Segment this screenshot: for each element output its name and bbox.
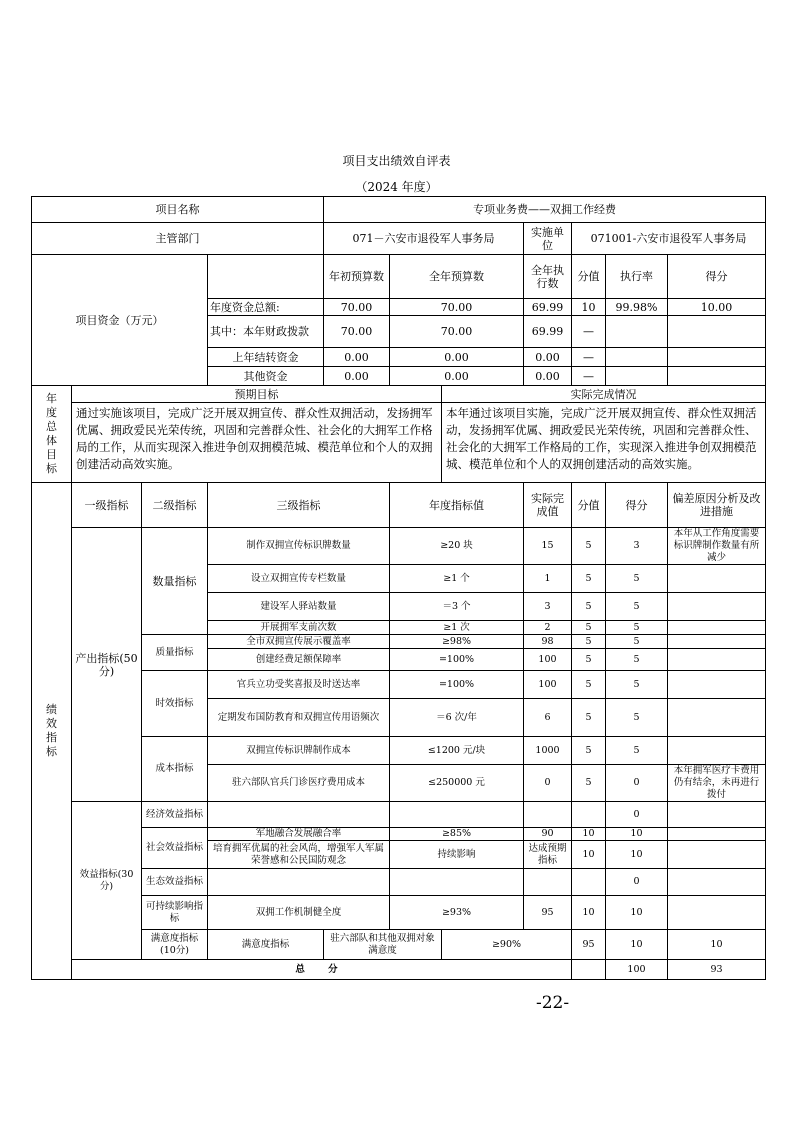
dept-value: 071－六安市退役军人事务局 [324, 223, 524, 255]
funds-col-annual: 全年预算数 [390, 255, 524, 299]
indicator-actual: 0 [524, 765, 572, 802]
indicator-target: 持续影响 [390, 841, 524, 869]
indicator-weight [572, 869, 606, 896]
funds-initial: 70.00 [324, 316, 390, 348]
indicator-actual [524, 802, 572, 828]
indicator-weight: 5 [572, 699, 606, 737]
indicator-note: 本年拥军医疗卡费用仍有结余，未再进行拨付 [668, 765, 766, 802]
col-target: 年度指标值 [390, 483, 524, 528]
indicator-weight: 5 [572, 737, 606, 765]
benefit-label: 效益指标(30分) [72, 802, 142, 960]
indicator-score: 5 [606, 593, 668, 621]
group-satisfaction: 满意度指标 [208, 930, 324, 960]
indicator-weight: 5 [572, 565, 606, 593]
funds-col-executed: 全年执行数 [524, 255, 572, 299]
funds-row-name: 年度资金总额: [208, 299, 324, 316]
indicator-name: 设立双拥宣传专栏数量 [208, 565, 390, 593]
group-cost: 成本指标 [142, 737, 208, 802]
indicator-score: 5 [606, 671, 668, 699]
funds-executed: 69.99 [524, 316, 572, 348]
funds-rate [606, 348, 668, 367]
col-note: 偏差原因分析及改进措施 [668, 483, 766, 528]
indicator-target: =100% [390, 649, 524, 671]
funds-rate [606, 367, 668, 386]
indicator-actual: 90 [524, 828, 572, 841]
indicator-weight [572, 802, 606, 828]
indicator-name: 双拥宣传标识牌制作成本 [208, 737, 390, 765]
indicator-actual: 100 [524, 649, 572, 671]
indicator-name: 驻六部队官兵门诊医疗费用成本 [208, 765, 390, 802]
funds-initial: 0.00 [324, 348, 390, 367]
indicator-target: ＝3 个 [390, 593, 524, 621]
indicator-note [668, 649, 766, 671]
impl-label: 实施单位 [524, 223, 572, 255]
funds-score [668, 367, 766, 386]
funds-col-initial: 年初预算数 [324, 255, 390, 299]
group-ecological: 生态效益指标 [142, 869, 208, 896]
indicator-actual: 3 [524, 593, 572, 621]
project-name-label: 项目名称 [32, 197, 324, 223]
indicator-score: 10 [606, 828, 668, 841]
col-score: 得分 [606, 483, 668, 528]
indicator-weight: 5 [572, 621, 606, 635]
group-timeliness: 时效指标 [142, 671, 208, 737]
indicator-score: 0 [606, 869, 668, 896]
indicator-name: 建设军人驿站数量 [208, 593, 390, 621]
indicator-name: 驻六部队和其他双拥对象满意度 [324, 930, 442, 960]
indicator-score: 5 [606, 565, 668, 593]
page-title: 项目支出绩效自评表 [342, 154, 451, 168]
satisfaction-label: 满意度指标(10分) [142, 930, 208, 960]
indicator-actual: 6 [524, 699, 572, 737]
dept-label: 主管部门 [32, 223, 324, 255]
indicator-note [668, 841, 766, 869]
indicator-actual: 95 [524, 896, 572, 930]
indicator-actual [524, 869, 572, 896]
performance-table [31, 196, 766, 980]
funds-weight: 10 [572, 299, 606, 316]
funds-weight: — [572, 348, 606, 367]
output-label: 产出指标(50分) [72, 528, 142, 802]
indicator-actual: 95 [572, 930, 606, 960]
total-label: 总 分 [72, 960, 572, 980]
goals-label: 年度总体目标 [32, 386, 72, 483]
indicator-note [668, 621, 766, 635]
indicator-target: ≤1200 元/块 [390, 737, 524, 765]
indicator-note: 本年从工作角度需要标识牌制作数量有所减少 [668, 528, 766, 565]
funds-rate [606, 316, 668, 348]
funds-annual: 0.00 [390, 367, 524, 386]
total-score: 93 [668, 960, 766, 980]
indicator-target: ≥85% [390, 828, 524, 841]
indicator-note [668, 593, 766, 621]
indicator-weight: 10 [572, 841, 606, 869]
col-level2: 二级指标 [142, 483, 208, 528]
indicator-score: 10 [606, 841, 668, 869]
indicator-name: 创建经费足额保障率 [208, 649, 390, 671]
indicator-actual: 1000 [524, 737, 572, 765]
total-actual [572, 960, 606, 980]
indicator-score: 3 [606, 528, 668, 565]
indicator-target: ≥20 块 [390, 528, 524, 565]
indicator-score: 5 [606, 737, 668, 765]
indicator-name [208, 869, 390, 896]
indicator-target: ≤250000 元 [390, 765, 524, 802]
funds-row-name: 其他资金 [208, 367, 324, 386]
indicator-score: 5 [606, 635, 668, 649]
funds-row-name: 上年结转资金 [208, 348, 324, 367]
total-weight: 100 [606, 960, 668, 980]
indicator-actual: 1 [524, 565, 572, 593]
indicator-actual: 100 [524, 671, 572, 699]
indicator-name: 培育拥军优属的社会风尚，增强军人军属荣誉感和公民国防观念 [208, 841, 390, 869]
page-number: -22- [536, 993, 570, 1013]
indicator-score: 0 [606, 765, 668, 802]
indicator-actual: 98 [524, 635, 572, 649]
indicator-note [668, 802, 766, 828]
funds-weight: — [572, 367, 606, 386]
indicator-target: ≥93% [390, 896, 524, 930]
indicator-target [390, 869, 524, 896]
indicator-name: 制作双拥宣传标识牌数量 [208, 528, 390, 565]
indicator-weight: 5 [572, 649, 606, 671]
funds-score: 10.00 [668, 299, 766, 316]
col-actual: 实际完成值 [524, 483, 572, 528]
indicator-target: ≥90% [442, 930, 572, 960]
funds-executed: 0.00 [524, 348, 572, 367]
indicators-section-label: 绩效指标 [32, 483, 72, 980]
indicator-target: ＝6 次/年 [390, 699, 524, 737]
col-weight: 分值 [572, 483, 606, 528]
indicator-score: 5 [606, 621, 668, 635]
indicator-weight: 5 [572, 671, 606, 699]
indicator-target: ≥1 个 [390, 565, 524, 593]
goals-actual-label: 实际完成情况 [442, 386, 766, 403]
funds-initial: 70.00 [324, 299, 390, 316]
indicator-note [668, 699, 766, 737]
group-social: 社会效益指标 [142, 828, 208, 869]
indicator-actual: 2 [524, 621, 572, 635]
indicator-name: 军地融合发展融合率 [208, 828, 390, 841]
funds-row-name: 其中：本年财政拨款 [208, 316, 324, 348]
indicator-note [668, 896, 766, 930]
report-year: （2024 年度） [355, 180, 438, 194]
indicator-score: 5 [606, 649, 668, 671]
indicator-weight: 10 [572, 896, 606, 930]
col-level3: 三级指标 [208, 483, 390, 528]
indicator-actual: 达成预期指标 [524, 841, 572, 869]
indicator-note [668, 869, 766, 896]
funds-col-weight: 分值 [572, 255, 606, 299]
funds-label: 项目资金（万元） [32, 255, 208, 386]
funds-annual: 70.00 [390, 316, 524, 348]
impl-value: 071001-六安市退役军人事务局 [572, 223, 766, 255]
funds-col-score: 得分 [668, 255, 766, 299]
indicator-note [668, 565, 766, 593]
funds-executed: 0.00 [524, 367, 572, 386]
indicator-name [208, 802, 390, 828]
indicator-name: 开展拥军支前次数 [208, 621, 390, 635]
group-quality: 质量指标 [142, 635, 208, 671]
indicator-weight: 5 [572, 635, 606, 649]
indicator-target: ≥98% [390, 635, 524, 649]
indicator-note [668, 737, 766, 765]
funds-annual: 0.00 [390, 348, 524, 367]
indicator-name: 全市双拥宣传展示覆盖率 [208, 635, 390, 649]
indicator-name: 官兵立功受奖喜报及时送达率 [208, 671, 390, 699]
funds-score [668, 348, 766, 367]
goals-actual: 本年通过该项目实施，完成广泛开展双拥宣传、群众性双拥活动，发扬拥军优属、拥政爱民光荣传统，巩固和完善群众性、社会化的大拥军工作格局的工作，实现深入推进争创双拥模范城、模范单位和个人的双拥创建活动的高效实施。 [442, 403, 766, 483]
group-quantity: 数量指标 [142, 528, 208, 635]
goals-expected: 通过实施该项目，完成广泛开展双拥宣传、群众性双拥活动，发扬拥军优属、拥政爱民光荣传统，巩固和完善群众性、社会化的大拥军工作格局的工作，从而实现深入推进争创双拥模范城、模范单位和个人的双拥创建活动高效实施。 [72, 403, 442, 483]
funds-rate: 99.98% [606, 299, 668, 316]
indicator-note [668, 635, 766, 649]
indicator-weight: 10 [572, 828, 606, 841]
funds-weight: — [572, 316, 606, 348]
indicator-weight: 5 [572, 765, 606, 802]
project-name: 专项业务费——双拥工作经费 [324, 197, 766, 223]
indicator-target: =100% [390, 671, 524, 699]
group-economic: 经济效益指标 [142, 802, 208, 828]
indicator-note [668, 671, 766, 699]
indicator-name: 定期发布国防教育和双拥宣传用语频次 [208, 699, 390, 737]
indicator-score: 0 [606, 802, 668, 828]
group-sustainable: 可持续影响指标 [142, 896, 208, 930]
funds-annual: 70.00 [390, 299, 524, 316]
indicator-target [390, 802, 524, 828]
funds-score [668, 316, 766, 348]
goals-expected-label: 预期目标 [72, 386, 442, 403]
indicator-weight: 5 [572, 528, 606, 565]
indicator-note [668, 828, 766, 841]
indicator-weight: 10 [606, 930, 668, 960]
indicator-target: ≥1 次 [390, 621, 524, 635]
indicator-actual: 15 [524, 528, 572, 565]
col-level1: 一级指标 [72, 483, 142, 528]
indicator-score: 10 [668, 930, 766, 960]
funds-initial: 0.00 [324, 367, 390, 386]
funds-col-rate: 执行率 [606, 255, 668, 299]
indicator-score: 10 [606, 896, 668, 930]
indicator-weight: 5 [572, 593, 606, 621]
indicator-name: 双拥工作机制健全度 [208, 896, 390, 930]
funds-executed: 69.99 [524, 299, 572, 316]
indicator-score: 5 [606, 699, 668, 737]
